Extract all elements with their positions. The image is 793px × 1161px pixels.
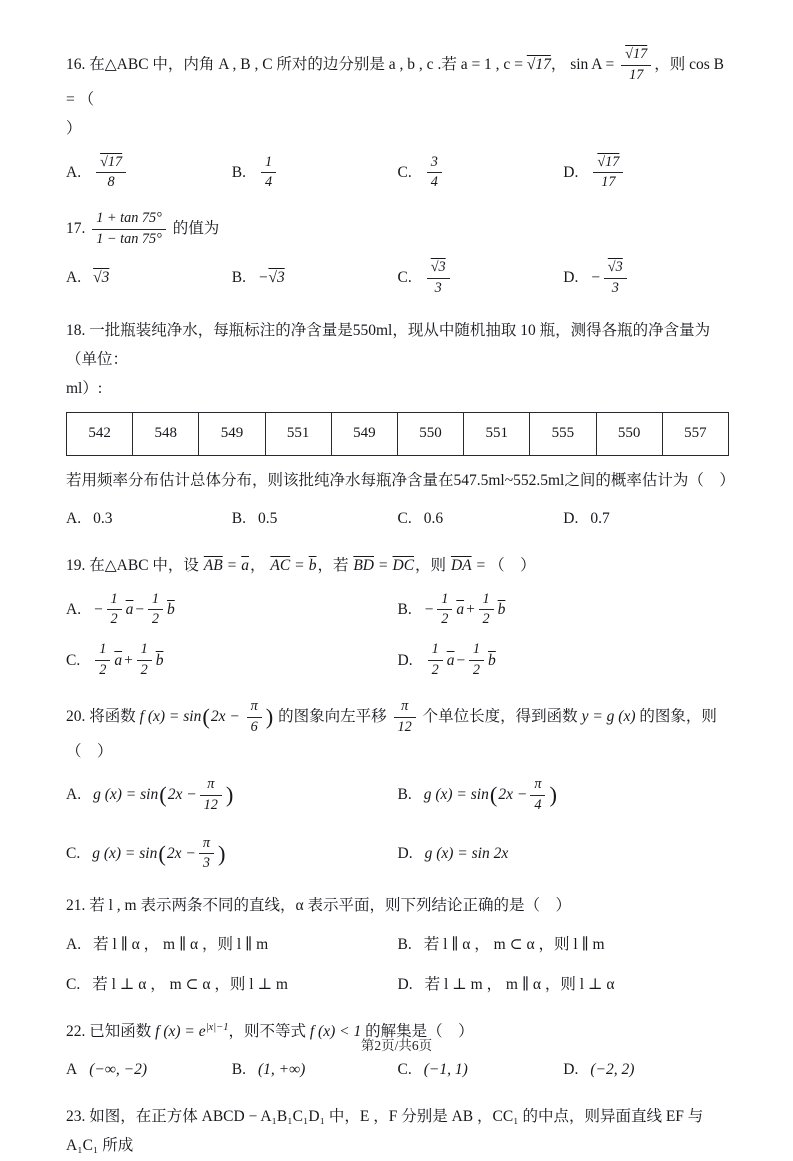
option-c xyxy=(398,259,564,298)
vector-expression: $\overline{b}$ xyxy=(167,600,175,618)
sign: − xyxy=(93,600,104,618)
table-row xyxy=(67,412,729,455)
option-label: B. xyxy=(397,786,412,804)
fraction xyxy=(479,591,494,630)
fraction-denominator: 3 xyxy=(434,279,442,296)
stem-text: ， sin A = xyxy=(550,55,619,73)
option-label: D. xyxy=(397,845,413,863)
fraction xyxy=(148,591,163,630)
option-value: 若 l ∥ α ， m ⊂ α ，则 l ∥ m xyxy=(423,935,605,953)
stem-text: ，则 xyxy=(415,557,450,575)
vector-expression: $\overline{b}$ xyxy=(497,600,506,618)
page-number: 第2页/共6页 xyxy=(360,1037,433,1053)
option-label: B. xyxy=(231,1060,246,1078)
formula: 2x − xyxy=(210,707,244,725)
fraction xyxy=(137,641,152,680)
fraction-numerator: 1 xyxy=(428,641,443,661)
stem-text: ， xyxy=(249,557,270,575)
option-a xyxy=(66,591,398,630)
right-paren: ) xyxy=(217,840,226,866)
question-20-options xyxy=(66,776,729,873)
fraction xyxy=(92,210,166,249)
formula: g (x) = sin xyxy=(92,845,158,863)
stem-text: = xyxy=(223,557,241,575)
option-label: C. xyxy=(66,651,81,669)
fraction-denominator: 3 xyxy=(611,279,619,296)
minus-sign: − xyxy=(590,269,601,287)
option-d xyxy=(563,505,729,533)
stem-text: 的解集是（ ） xyxy=(361,1022,474,1040)
option-label: B. xyxy=(231,510,246,528)
option-value: 若 l ⊥ α ， m ⊂ α ，则 l ⊥ m xyxy=(92,975,288,993)
fraction-numerator: √3 xyxy=(604,259,627,279)
formula: f (x) = e xyxy=(155,1022,206,1040)
option-value: √3 xyxy=(268,269,285,287)
question-23-stem xyxy=(66,1102,729,1161)
formula: g (x) = sin 2x xyxy=(424,845,509,863)
question-21-options xyxy=(66,931,729,999)
option-label: A xyxy=(66,1060,78,1078)
table-cell: 550 xyxy=(596,412,662,455)
vector-expression: $\overline{a}$ xyxy=(125,600,134,618)
table-cell: 551 xyxy=(464,412,530,455)
fraction xyxy=(427,259,450,298)
option-b xyxy=(398,591,730,630)
option-b xyxy=(232,264,398,292)
option-c xyxy=(66,971,398,999)
option-label: B. xyxy=(397,600,412,618)
question-20-stem xyxy=(66,698,729,766)
option-c xyxy=(66,835,398,874)
fraction-numerator: π xyxy=(199,835,214,855)
option-value: 0.3 xyxy=(93,510,113,528)
fraction-denominator: 2 xyxy=(140,662,148,679)
fraction-denominator: 8 xyxy=(107,174,115,191)
fraction-denominator: 4 xyxy=(534,796,542,813)
option-label: D. xyxy=(397,975,413,993)
stem-text: 的值为 xyxy=(168,220,220,238)
table-cell: 542 xyxy=(67,412,133,455)
option-label: A. xyxy=(66,510,82,528)
stem-text: 21. 若 l , m 表示两条不同的直线，α 表示平面，则下列结论正确的是（ ） xyxy=(66,897,571,915)
question-19-options xyxy=(66,591,729,680)
option-d xyxy=(398,840,730,868)
sign: + xyxy=(465,600,476,618)
option-label: C. xyxy=(397,1060,412,1078)
fraction-denominator: 6 xyxy=(250,718,258,735)
table-cell: 557 xyxy=(662,412,728,455)
page-footer xyxy=(0,1034,793,1058)
left-paren: ( xyxy=(158,840,166,866)
vector-expression: $\overline{DC}$ xyxy=(392,557,415,575)
stem-text: = xyxy=(291,557,308,575)
fraction-numerator: π xyxy=(394,698,416,718)
table-cell: 548 xyxy=(133,412,199,455)
fraction-numerator: 1 xyxy=(107,591,122,611)
option-label: B. xyxy=(397,935,412,953)
formula: f (x) = sin xyxy=(139,707,202,725)
fraction xyxy=(621,46,651,85)
question-21 xyxy=(66,891,729,998)
formula: g (x) = sin xyxy=(93,786,159,804)
option-value: (1, +∞) xyxy=(257,1060,306,1078)
question-17-options xyxy=(66,259,729,298)
net-content-table xyxy=(66,412,729,456)
stem-text: ，若 xyxy=(317,557,353,575)
table-cell: 549 xyxy=(199,412,265,455)
fraction-denominator: 2 xyxy=(431,662,439,679)
option-label: D. xyxy=(563,1060,579,1078)
stem-text: 22. 已知函数 xyxy=(66,1022,156,1040)
stem-text: 17. xyxy=(66,220,90,238)
fraction-denominator: 2 xyxy=(99,662,107,679)
fraction-numerator: √3 xyxy=(427,259,450,279)
option-label: D. xyxy=(397,651,413,669)
fraction-numerator: π xyxy=(530,776,545,796)
option-b xyxy=(398,776,730,815)
fraction-numerator: √17 xyxy=(621,46,651,66)
question-18-options xyxy=(66,505,729,533)
stem-text: 的图象向左平移 xyxy=(274,707,391,725)
option-d xyxy=(563,1056,729,1084)
option-label: A. xyxy=(66,600,82,618)
option-d xyxy=(563,259,729,298)
fraction xyxy=(437,591,452,630)
fraction xyxy=(96,154,126,193)
option-b xyxy=(232,505,398,533)
option-b xyxy=(398,931,730,959)
fraction-denominator: 4 xyxy=(430,174,438,191)
question-17-stem xyxy=(66,210,729,249)
sign: + xyxy=(123,651,134,669)
question-18-stem xyxy=(66,316,729,375)
formula: 2x − xyxy=(167,786,197,804)
question-21-stem xyxy=(66,891,729,920)
fraction xyxy=(593,154,623,193)
vector-expression: $\overline{BD}$ xyxy=(353,557,374,575)
fraction-denominator: 2 xyxy=(441,611,449,628)
option-c xyxy=(398,1056,564,1084)
vector-expression: $\overline{a}$ xyxy=(114,651,123,669)
stem-text: 16. 在△ABC 中，内角 A , B , C 所对的边分别是 a , b , c .若 a = 1 , c = xyxy=(66,55,527,73)
sign: − xyxy=(134,600,145,618)
option-b xyxy=(232,1056,398,1084)
fraction xyxy=(530,776,545,815)
option-label: B. xyxy=(231,163,246,181)
fraction xyxy=(95,641,110,680)
fraction xyxy=(199,835,214,874)
stem-text: ，则不等式 xyxy=(228,1022,310,1040)
fraction xyxy=(107,591,122,630)
option-b xyxy=(232,154,398,193)
question-22-options xyxy=(66,1056,729,1084)
stem-text: = （ ） xyxy=(472,557,536,575)
formula: 2x − xyxy=(166,845,196,863)
vector-expression: $\overline{a}$ xyxy=(241,557,249,575)
vector-expression: $\overline{AB}$ xyxy=(203,557,223,575)
vector-expression: $\overline{b}$ xyxy=(155,651,164,669)
option-a xyxy=(66,264,232,292)
table-cell: 555 xyxy=(530,412,596,455)
option-label: C. xyxy=(66,975,81,993)
fraction-denominator: 12 xyxy=(203,796,218,813)
fraction-numerator: 1 xyxy=(137,641,152,661)
question-23 xyxy=(66,1102,729,1161)
exponent: |x|−1 xyxy=(205,1021,229,1033)
stem-text: 个单位长度，得到函数 xyxy=(418,707,582,725)
fraction-numerator: 1 xyxy=(261,154,276,174)
formula: g (x) = sin xyxy=(423,786,489,804)
fraction xyxy=(428,641,443,680)
question-18 xyxy=(66,316,735,534)
option-a xyxy=(66,931,398,959)
fraction-denominator: 17 xyxy=(629,66,644,83)
fraction xyxy=(604,259,627,298)
option-value: 0.5 xyxy=(257,510,278,528)
option-label: D. xyxy=(563,269,579,287)
fraction-numerator: 1 + tan 75° xyxy=(92,210,166,230)
fraction xyxy=(469,641,484,680)
formula: 2x − xyxy=(498,786,528,804)
option-a xyxy=(66,505,232,533)
question-16-options xyxy=(66,154,729,193)
fraction-denominator: 17 xyxy=(601,174,616,191)
question-19 xyxy=(66,551,729,680)
question-17 xyxy=(66,210,729,297)
option-label: D. xyxy=(563,510,579,528)
fraction xyxy=(261,154,276,193)
option-label: A. xyxy=(66,935,82,953)
fraction-denominator: 3 xyxy=(202,855,210,872)
stem-text: 的图象，则（ ） xyxy=(66,707,717,760)
table-cell: 551 xyxy=(265,412,331,455)
fraction-numerator: √17 xyxy=(593,154,623,174)
option-label: A. xyxy=(66,786,82,804)
option-label: A. xyxy=(66,269,82,287)
vector-expression: $\overline{a}$ xyxy=(456,600,465,618)
fraction-numerator: √17 xyxy=(96,154,126,174)
vector-expression: $\overline{a}$ xyxy=(446,651,455,669)
formula: f (x) < 1 xyxy=(309,1022,362,1040)
question-18-stem-line2 xyxy=(66,374,729,403)
question-16-stem-line2 xyxy=(66,114,729,143)
left-paren: ( xyxy=(202,703,210,729)
option-label: C. xyxy=(397,269,412,287)
fraction-denominator: 2 xyxy=(472,662,481,679)
sign: − xyxy=(423,600,435,618)
question-16-stem xyxy=(66,46,729,114)
fraction-denominator: 2 xyxy=(110,611,118,628)
fraction-numerator: 1 xyxy=(148,591,163,611)
fraction-numerator: π xyxy=(200,776,222,796)
option-value: 0.6 xyxy=(423,510,444,528)
option-d xyxy=(398,641,730,680)
left-paren: ( xyxy=(489,782,498,808)
vector-expression: $\overline{b}$ xyxy=(488,651,496,669)
option-c xyxy=(66,641,398,680)
stem-text: 20. 将函数 xyxy=(66,707,140,725)
option-label: A. xyxy=(66,163,82,181)
vector-expression: $\overline{DA}$ xyxy=(450,557,472,575)
stem-text: = xyxy=(375,557,392,575)
fraction-denominator: 4 xyxy=(264,174,273,191)
table-cell: 550 xyxy=(397,412,463,455)
option-a xyxy=(66,1056,232,1084)
fraction-numerator: 1 xyxy=(479,591,494,611)
option-value: √3 xyxy=(93,269,110,287)
sign: − xyxy=(455,651,466,669)
option-value: 若 l ∥ α ， m ∥ α ，则 l ∥ m xyxy=(93,935,269,953)
fraction-denominator: 2 xyxy=(482,611,490,628)
stem-text: ） xyxy=(66,120,82,138)
option-d xyxy=(563,154,729,193)
vector-expression: $\overline{b}$ xyxy=(308,557,317,575)
fraction-denominator: 12 xyxy=(397,718,412,735)
option-value: (−1, 1) xyxy=(423,1060,468,1078)
option-a xyxy=(66,154,232,193)
option-a xyxy=(66,776,398,815)
fraction-numerator: 1 xyxy=(437,591,452,611)
stem-text: ml）: xyxy=(66,380,103,398)
option-value: 若 l ⊥ m ， m ∥ α ，则 l ⊥ α xyxy=(424,975,615,993)
stem-text: ，则 cos B = （ xyxy=(66,55,724,108)
option-label: C. xyxy=(397,510,412,528)
option-value: (−∞, −2) xyxy=(89,1060,147,1078)
option-d xyxy=(398,971,730,999)
table-cell: 549 xyxy=(331,412,397,455)
fraction-numerator: 1 xyxy=(95,641,110,661)
stem-text: 18. 一批瓶装纯净水，每瓶标注的净含量是550ml，现从中随机抽取 10 瓶，测得各瓶的净含量为（单位： xyxy=(66,321,711,368)
fraction-numerator: 3 xyxy=(427,154,442,174)
option-label: D. xyxy=(563,163,579,181)
fraction-numerator: π xyxy=(247,698,262,718)
right-paren: ) xyxy=(549,782,557,808)
fraction xyxy=(394,698,416,737)
option-label: C. xyxy=(66,845,81,863)
fraction-denominator: 1 − tan 75° xyxy=(96,231,162,248)
minus-sign: − xyxy=(257,269,269,287)
option-label: B. xyxy=(231,269,246,287)
vector-expression: $\overline{AC}$ xyxy=(270,557,291,575)
stem-text: 23. 如图，在正方体 ABCD − A₁B₁C₁D₁ 中，E ，F 分别是 AB ，CC₁ 的中点，则异面直线 EF 与 A₁C₁ 所成 xyxy=(66,1107,704,1155)
fraction-numerator: 1 xyxy=(469,641,484,661)
left-paren: ( xyxy=(159,782,167,808)
fraction xyxy=(427,154,442,193)
stem-text: 19. 在△ABC 中，设 xyxy=(66,557,203,575)
fraction-denominator: 2 xyxy=(151,611,160,628)
option-value: (−2, 2) xyxy=(590,1060,635,1078)
question-19-stem xyxy=(66,551,729,580)
right-paren: ) xyxy=(265,703,274,729)
fraction xyxy=(247,698,262,737)
question-20 xyxy=(66,698,729,873)
option-label: C. xyxy=(397,163,412,181)
option-value: 0.7 xyxy=(590,510,610,528)
question-18-followup xyxy=(66,466,735,495)
sqrt-expression: √17 xyxy=(526,55,551,73)
fraction xyxy=(200,776,222,815)
option-c xyxy=(398,505,564,533)
question-16 xyxy=(66,46,729,192)
formula: y = g (x) xyxy=(581,707,636,725)
right-paren: ) xyxy=(225,782,234,808)
stem-text: 若用频率分布估计总体分布，则该批纯净水每瓶净含量在547.5ml~552.5ml之间的概率估计为（ ） xyxy=(66,471,735,489)
option-c xyxy=(398,154,564,193)
